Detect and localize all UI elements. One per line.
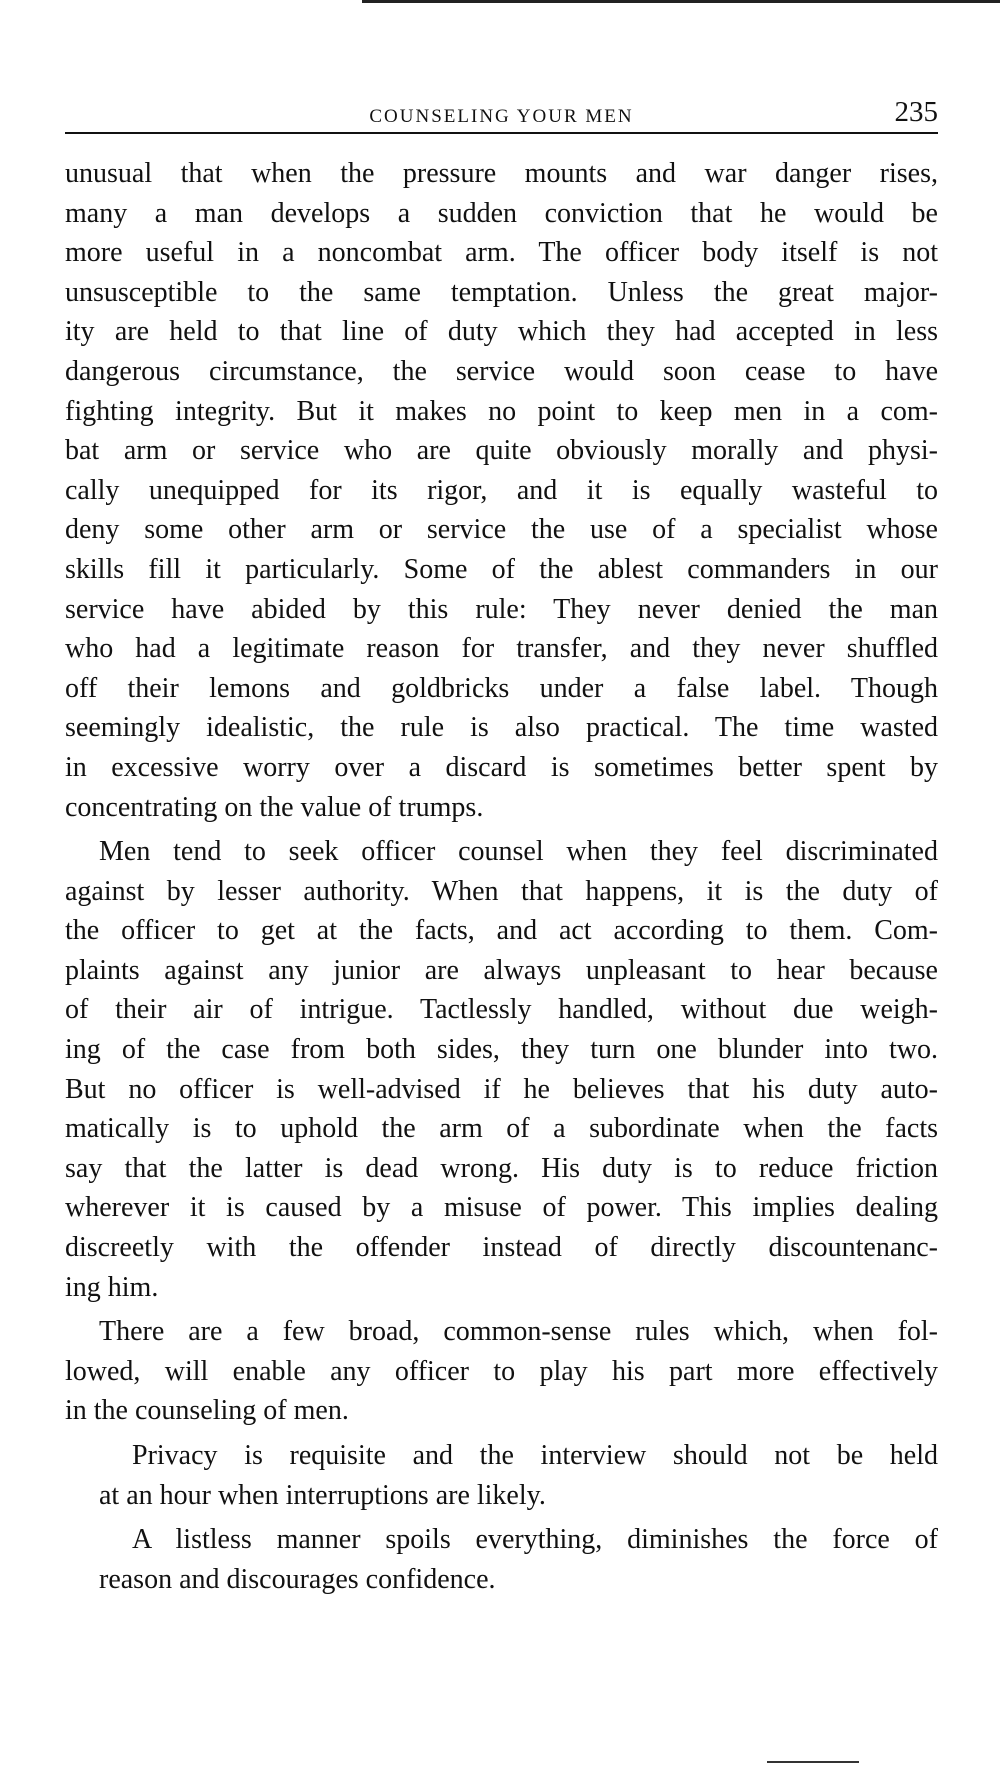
text-line: at an hour when interruptions are likely. (99, 1479, 546, 1511)
text-line: A listless manner spoils everything, diminishes the force of (132, 1524, 938, 1556)
text-line: There are a few broad, common-sense rules which, when fol- (99, 1316, 938, 1348)
text-line: unsusceptible to the same temptation. Unless the great major- (65, 276, 938, 308)
rule-listless-manner (65, 1520, 938, 1599)
text-line: matically is to uphold the arm of a subordinate when the facts (65, 1113, 938, 1145)
paragraph-transfer (65, 154, 938, 827)
body-text (65, 154, 938, 1599)
text-line: plaints against any junior are always unpleasant to hear because (65, 954, 938, 986)
running-head: COUNSELING YOUR MEN (369, 106, 634, 127)
top-edge-rule (362, 0, 1000, 3)
text-line: ity are held to that line of duty which they had accepted in less (65, 316, 938, 348)
header-rule (65, 132, 938, 134)
text-line: bat arm or service who are quite obviously morally and physi- (65, 435, 938, 467)
text-line: fighting integrity. But it makes no point to keep men in a com- (65, 395, 938, 427)
text-line: the officer to get at the facts, and act according to them. Com- (65, 915, 938, 947)
text-line: deny some other arm or service the use of a specialist whose (65, 514, 938, 546)
text-line: lowed, will enable any officer to play his part more effectively (65, 1355, 938, 1387)
text-line: discreetly with the offender instead of directly discountenanc- (65, 1232, 938, 1264)
text-line: more useful in a noncombat arm. The officer body itself is not (65, 237, 938, 269)
text-line: in the counseling of men. (65, 1395, 349, 1427)
paragraph-rules-intro (65, 1312, 938, 1431)
text-line: cally unequipped for its rigor, and it is equally wasteful to (65, 474, 938, 506)
text-line: Men tend to seek officer counsel when they feel discriminated (99, 836, 938, 868)
rule-privacy (65, 1436, 938, 1515)
text-line: ing of the case from both sides, they turn one blunder into two. (65, 1034, 938, 1066)
text-line: wherever it is caused by a misuse of power. This implies dealing (65, 1192, 938, 1224)
text-line: of their air of intrigue. Tactlessly handled, without due weigh- (65, 994, 938, 1026)
page-header (65, 96, 938, 134)
text-line: reason and discourages confidence. (99, 1563, 496, 1595)
text-line: service have abided by this rule: They never denied the man (65, 593, 938, 625)
paragraph-discrimination (65, 832, 938, 1307)
text-line: seemingly idealistic, the rule is also practical. The time wasted (65, 712, 938, 744)
text-line: ing him. (65, 1271, 159, 1303)
text-line: unusual that when the pressure mounts and war danger rises, (65, 158, 938, 189)
text-line: concentrating on the value of trumps. (65, 791, 484, 823)
text-line: who had a legitimate reason for transfer, and they never shuffled (65, 633, 938, 665)
text-line: But no officer is well-advised if he believes that his duty auto- (65, 1073, 938, 1105)
text-line: say that the latter is dead wrong. His duty is to reduce friction (65, 1152, 938, 1184)
text-line: against by lesser authority. When that happens, it is the duty of (65, 875, 938, 907)
text-line: dangerous circumstance, the service would soon cease to have (65, 355, 938, 387)
text-line: in excessive worry over a discard is sometimes better spent by (65, 751, 938, 783)
bottom-edge-rule (767, 1761, 859, 1763)
text-line: off their lemons and goldbricks under a false label. Though (65, 672, 938, 704)
text-line: many a man develops a sudden conviction that he would be (65, 197, 938, 229)
page-number: 235 (894, 96, 938, 128)
text-line: skills fill it particularly. Some of the ablest commanders in our (65, 553, 938, 585)
text-line: Privacy is requisite and the interview should not be held (132, 1440, 938, 1471)
